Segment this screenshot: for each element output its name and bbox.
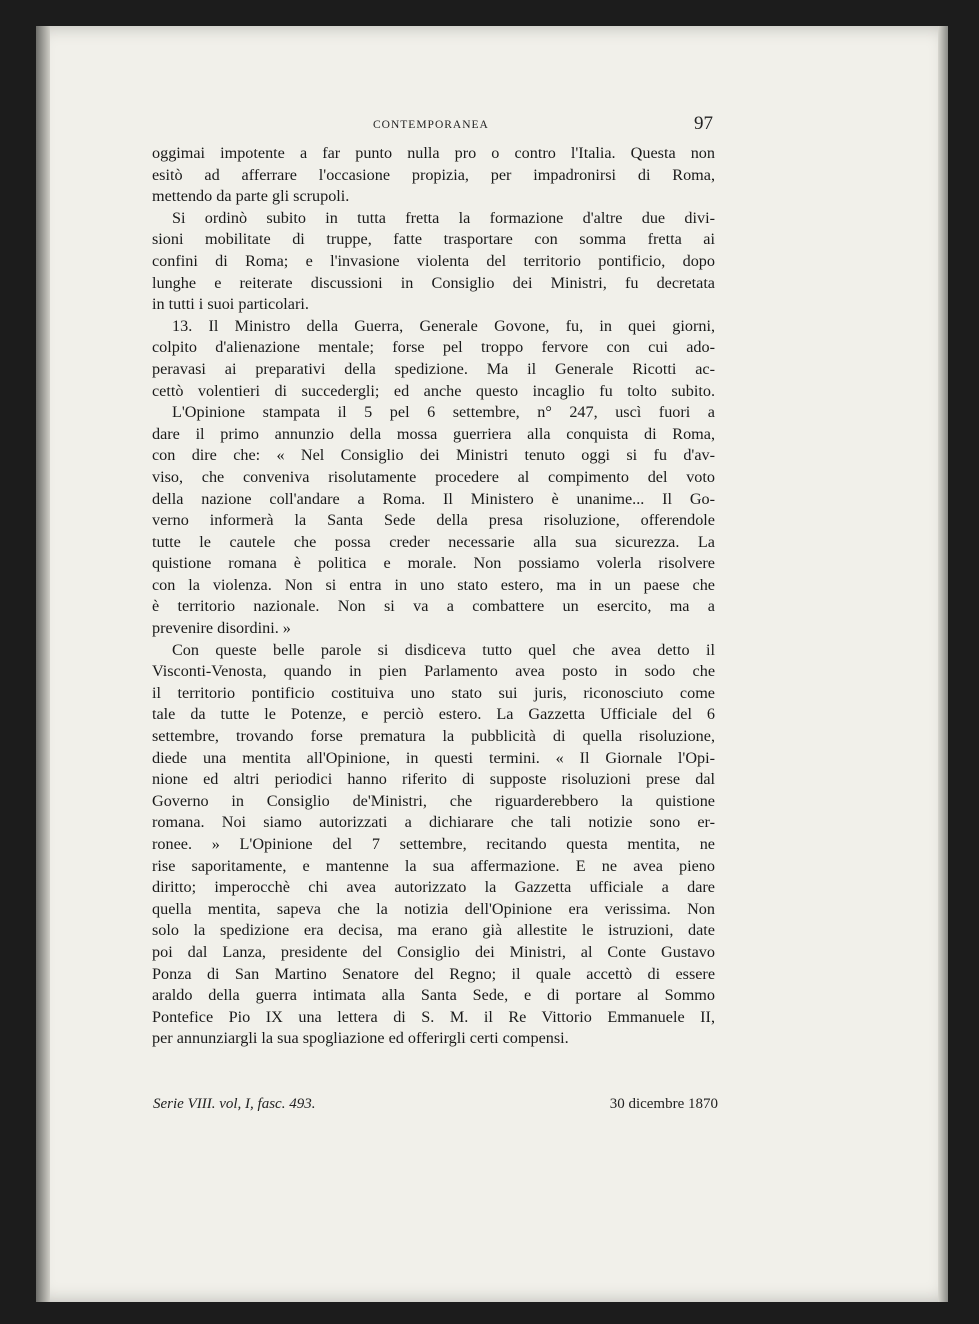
text-line: peravasi ai preparativi della spedizione. Ma il Generale Ricotti ac- — [152, 359, 715, 378]
text-line: della nazione coll'andare a Roma. Il Ministero è unanime... Il Go- — [152, 489, 715, 508]
text-line: dare il primo annunzio della mossa guerriera alla conquista di Roma, — [152, 424, 715, 443]
page-edge-shadow — [938, 26, 948, 1302]
text-line: con la violenza. Non si entra in uno stato estero, ma in un paese che — [152, 575, 715, 594]
page-number: 97 — [694, 113, 713, 134]
text-line: lunghe e reiterate discussioni in Consiglio dei Ministri, fu decretata — [152, 273, 715, 292]
footer-series-info: Serie VIII. vol, I, fasc. 493. — [153, 1096, 316, 1112]
text-line: verno informerà la Santa Sede della presa risoluzione, offerendole — [152, 511, 715, 530]
text-line: sioni mobilitate di truppe, fatte trasportare con somma fretta ai — [152, 230, 715, 249]
text-line: in tutti i suoi particolari. — [152, 295, 309, 314]
text-line: confini di Roma; e l'invasione violenta del territorio pontificio, dopo — [152, 251, 715, 270]
text-line: romana. Noi siamo autorizzati a dichiarare che tali notizie sono er- — [152, 813, 715, 832]
text-line: quella mentita, sapeva che la notizia dell'Opinione era verissima. Non — [152, 899, 715, 918]
page-footer — [153, 1096, 718, 1116]
body-text — [152, 143, 715, 1050]
text-line: diritto; imperocchè chi avea autorizzato la Gazzetta ufficiale a dare — [152, 878, 715, 897]
text-line: oggimai impotente a far punto nulla pro o contro l'Italia. Questa non — [152, 144, 715, 162]
text-line: tutte le cautele che possa creder necessarie alla sua sicurezza. La — [152, 532, 715, 551]
text-line: Ponza di San Martino Senatore del Regno; il quale accettò di essere — [152, 964, 715, 983]
text-line: L'Opinione stampata il 5 pel 6 settembre, n° 247, uscì fuori a — [172, 403, 715, 422]
text-line: esitò ad afferrare l'occasione propizia, per impadronirsi di Roma, — [152, 165, 715, 184]
text-line: rise saporitamente, e mantenne la sua affermazione. E ne avea pieno — [152, 856, 715, 875]
text-line: cettò volentieri di succedergli; ed anche questo incaglio fu tolto subito. — [152, 381, 715, 400]
text-line: nione ed altri periodici hanno riferito di supposte risoluzioni prese dal — [152, 770, 715, 789]
text-line: diede una mentita all'Opinione, in questi termini. « Il Giornale l'Opi- — [152, 748, 715, 767]
text-line: poi dal Lanza, presidente del Consiglio dei Ministri, al Conte Gustavo — [152, 942, 715, 961]
running-head: CONTEMPORANEA — [373, 119, 489, 131]
text-line: tale da tutte le Potenze, e perciò estero. La Gazzetta Ufficiale del 6 — [152, 705, 715, 724]
text-line: prevenire disordini. » — [152, 619, 291, 638]
text-line: solo la spedizione era decisa, ma erano già allestite le istruzioni, date — [152, 921, 715, 940]
page-gutter-shadow — [36, 26, 50, 1302]
text-line: è territorio nazionale. Non si va a combattere un esercito, ma a — [152, 597, 715, 616]
text-line: con dire che: « Nel Consiglio dei Ministri tenuto oggi si fu d'av- — [152, 446, 715, 465]
text-line: Si ordinò subito in tutta fretta la formazione d'altre due divi- — [172, 208, 715, 227]
text-line: 13. Il Ministro della Guerra, Generale Govone, fu, in quei giorni, — [172, 316, 715, 335]
text-line: araldo della guerra intimata alla Santa Sede, e di portare al Sommo — [152, 986, 715, 1005]
text-line: mettendo da parte gli scrupoli. — [152, 187, 350, 206]
text-line: colpito d'alienazione mentale; forse pel troppo fervore con cui ado- — [152, 338, 715, 357]
text-line: Visconti-Venosta, quando in pien Parlamento avea posto in sodo che — [152, 662, 715, 681]
text-line: Governo in Consiglio de'Ministri, che riguarderebbero la quistione — [152, 791, 715, 810]
text-line: viso, che conveniva risolutamente procedere al compimento del voto — [152, 467, 715, 486]
text-line: il territorio pontificio costituiva uno stato sui juris, riconosciuto come — [152, 683, 715, 702]
text-line: quistione romana è politica e morale. Non possiamo volerla risolvere — [152, 554, 715, 573]
footer-date: 30 dicembre 1870 — [609, 1096, 718, 1112]
text-line: Con queste belle parole si disdiceva tutto quel che avea detto il — [172, 640, 715, 659]
text-line: ronee. » L'Opinione del 7 settembre, recitando questa mentita, ne — [152, 835, 715, 853]
text-line: Pontefice Pio IX una lettera di S. M. il Re Vittorio Emmanuele II, — [152, 1007, 715, 1026]
text-line: per annunziargli la sua spogliazione ed offerirgli certi compensi. — [152, 1029, 569, 1048]
page-header — [153, 113, 713, 137]
text-line: settembre, trovando forse prematura la pubblicità di quella risoluzione, — [152, 727, 715, 746]
